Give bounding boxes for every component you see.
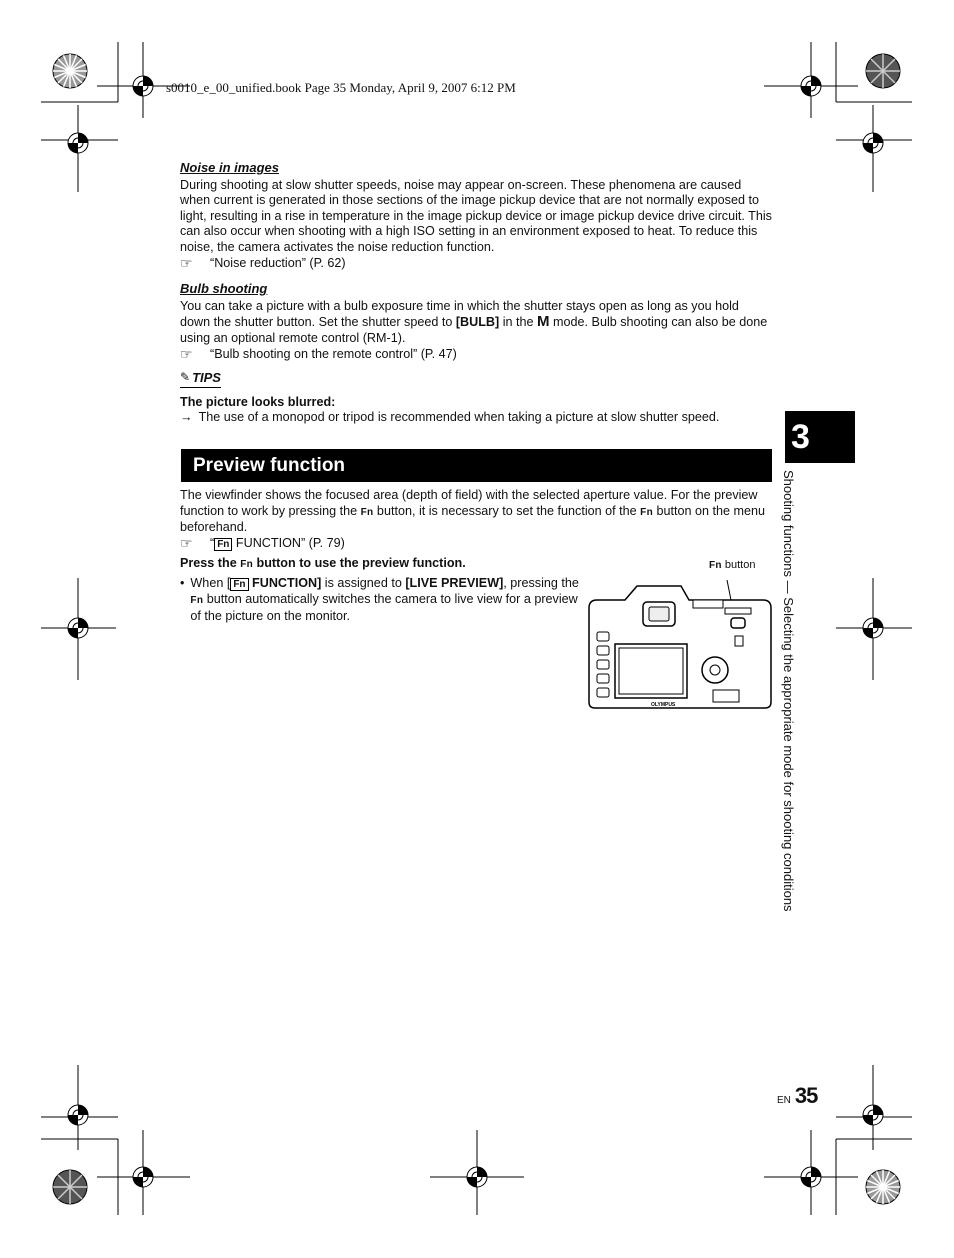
- tips-heading: ✎ TIPS: [180, 370, 221, 388]
- camera-illustration: [585, 580, 775, 710]
- reference-icon: ☞: [180, 254, 193, 271]
- step-heading: Press the Fn button to use the preview function.: [180, 556, 466, 570]
- bulb-reference-text: “Bulb shooting on the remote control” (P. 47): [210, 346, 457, 361]
- noise-reference-text: “Noise reduction” (P. 62): [210, 255, 346, 270]
- bulb-reference: [180, 347, 772, 363]
- page-language: EN: [777, 1095, 791, 1106]
- tips-icon: ✎: [180, 370, 191, 385]
- noise-reference: [180, 256, 772, 272]
- step-bullet: • When [ Fn FUNCTION] is assigned to [LIVE PREVIEW], pressing the Fn button automatically switches the camera to live view for a preview of the picture on the monitor.: [180, 575, 579, 623]
- bulb-body: You can take a picture with a bulb exposure time in which the shutter stays open as long as you hold down the shutter button. Set the shutter speed to [BULB] in the M mode. Bulb shooting can also be done using an optional remote control (RM-1).: [180, 298, 768, 345]
- preview-step: [180, 556, 580, 624]
- page-number-value: 35: [794, 1083, 818, 1108]
- chapter-side-title: Shooting functions — Selecting the appropriate mode for shooting conditions: [781, 470, 796, 912]
- reference-icon: ☞: [180, 345, 193, 362]
- print-header: s0010_e_00_unified.book Page 35 Monday, April 9, 2007 6:12 PM: [166, 80, 516, 95]
- camera-brand: OLYMPUS: [651, 702, 676, 708]
- tips-subhead: The picture looks blurred:: [180, 394, 336, 409]
- preview-intro: [180, 488, 772, 552]
- page-number: [777, 1083, 817, 1109]
- preview-reference: ☞ “ Fn FUNCTION” (P. 79): [180, 535, 345, 552]
- noise-body: During shooting at slow shutter speeds, noise may appear on-screen. These phenomena are caused when current is generated in those sections of the image pickup device that are not normally exposed to light, resulting in a rise in temperature in the image pickup device or image pickup device drive circuit. This can also occur when shooting with a high ISO setting in an environment exposed to heat. To reduce this noise, the camera activates the noise reduction function.: [180, 177, 772, 254]
- tips-section: [180, 160, 772, 426]
- arrow-icon: →: [180, 410, 193, 425]
- preview-body: The viewfinder shows the focused area (depth of field) with the selected aperture value. For the preview function to work by pressing the Fn button, it is necessary to set the function of the Fn button on the menu beforehand.: [180, 488, 766, 535]
- reference-icon: ☞: [180, 535, 193, 552]
- chapter-tab: 3: [785, 411, 855, 463]
- tips-item: → The use of a monopod or tripod is recommended when taking a picture at slow shutter speed.: [180, 410, 720, 425]
- bulb-title: Bulb shooting: [180, 281, 268, 297]
- fn-button-label: Fn button: [709, 559, 756, 571]
- section-banner: Preview function: [181, 449, 772, 482]
- noise-title: Noise in images: [180, 160, 279, 175]
